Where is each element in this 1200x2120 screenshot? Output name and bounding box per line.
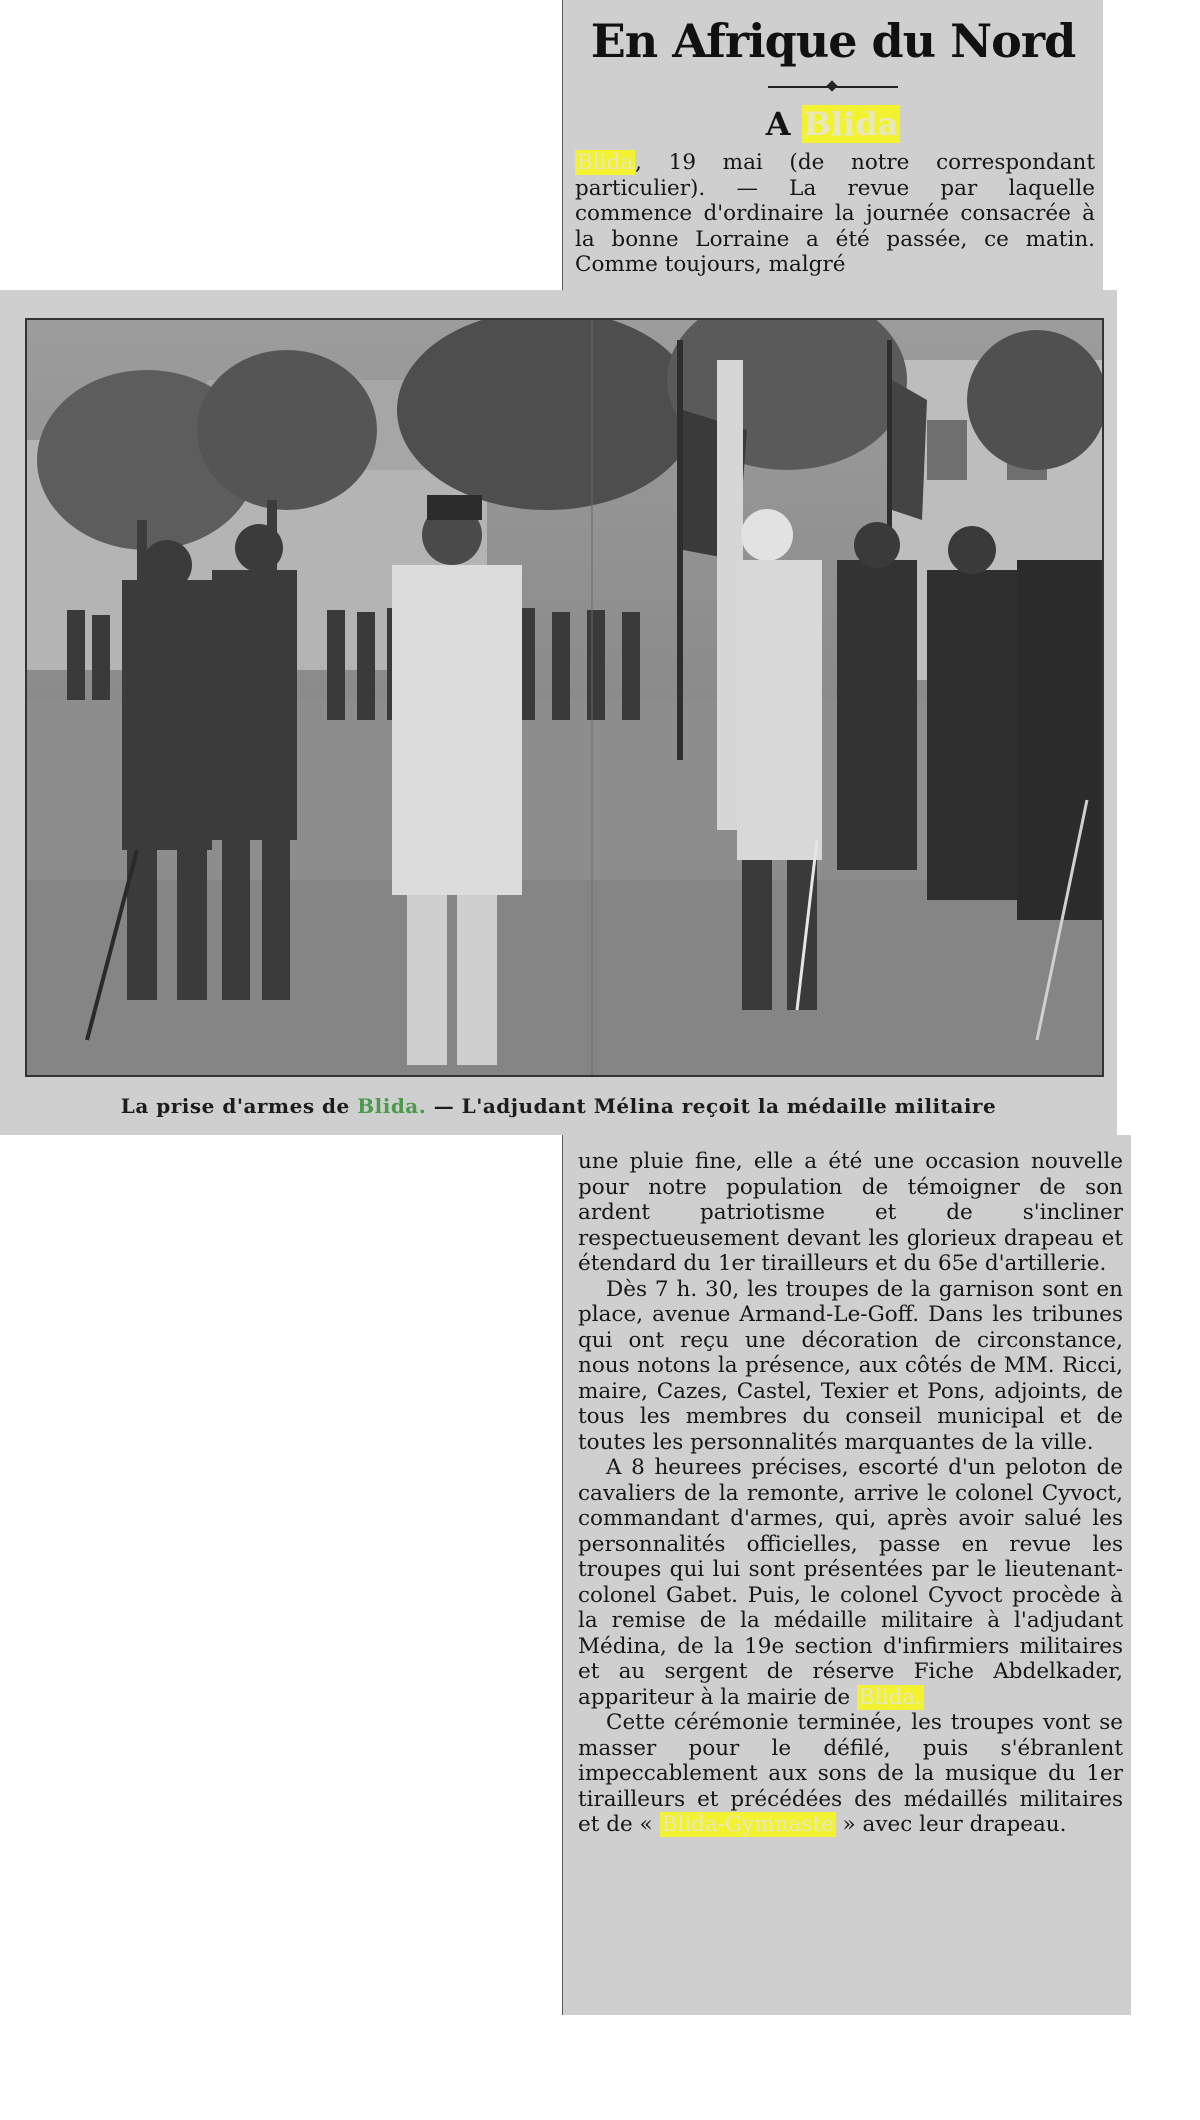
article-body xyxy=(578,1149,1123,1838)
p4-end: » avec leur drapeau. xyxy=(835,1812,1067,1837)
subhead-city-highlight: Blida xyxy=(803,105,899,143)
body-paragraph-3 xyxy=(578,1455,1123,1710)
article-header-clipping xyxy=(562,0,1103,290)
body-paragraph-1: une pluie fine, elle a été une occasion nouvelle pour notre population de témoigner de son ardent patriotisme et de s'incliner respectueusement devant les glorieux drapeau et étendard du 1er tirailleurs et du 65e d'artillerie. xyxy=(578,1149,1123,1276)
ceremony-photo-image xyxy=(27,320,1102,1075)
p3-text: A 8 heurees précises, escorté d'un peloton de cavaliers de la remonte, arrive le colonel Cyvoct, commandant d'armes, qui, après avoir salué les personnalités officielles, passe en revue les troupes qui lui sont présentées par le lieutenant-colonel Gabet. Puis, le colonel Cyvoct procède à la remise de la médaille militaire à l'adjudant Médina, de la 19e section d'infirmiers militaires et au sergent de réserve Fiche Abdelkader, appariteur à la mairie de xyxy=(578,1455,1123,1710)
p4-club-highlight: Blida-Gymnaste xyxy=(661,1812,834,1837)
headline-rule xyxy=(768,86,898,88)
p3-city-highlight: Blida. xyxy=(858,1684,922,1710)
photo-clipping xyxy=(0,290,1117,1135)
caption-before: La prise d'armes de xyxy=(120,1094,358,1118)
body-paragraph-4 xyxy=(578,1710,1123,1838)
caption-city: Blida. xyxy=(357,1094,427,1118)
p4-text: Cette cérémonie terminée, les troupes vont se masser pour le défilé, puis s'ébranlent impeccablement aux sons de la musique du 1er tirailleurs et précédées des médaillés militaires et de « xyxy=(578,1710,1123,1837)
subhead-prefix: A xyxy=(765,105,802,143)
photo-caption xyxy=(0,1094,1117,1118)
body-paragraph-2: Dès 7 h. 30, les troupes de la garnison sont en place, avenue Armand-Le-Goff. Dans les tribunes qui ont reçu une décoration de circonstance, nous notons la présence, aux côtés de MM. Ricci, maire, Cazes, Castel, Texier et Pons, adjoints, de tous les membres du conseil municipal et de toutes les personnalités marquantes de la ville. xyxy=(578,1276,1123,1455)
intro-paragraph xyxy=(575,150,1095,278)
article-body-clipping xyxy=(562,1135,1131,2015)
subheadline xyxy=(563,105,1103,143)
news-photo xyxy=(25,318,1104,1077)
headline: En Afrique du Nord xyxy=(590,14,1076,68)
intro-city-highlight: Blida xyxy=(577,150,634,175)
intro-text: , 19 mai (de notre correspondant particulier). — La revue par laquelle commence d'ordinaire la journée consacrée à la bonne Lorraine a été passée, ce matin. Comme toujours, malgré xyxy=(575,150,1095,277)
caption-after: — L'adjudant Mélina reçoit la médaille militaire xyxy=(426,1094,997,1118)
